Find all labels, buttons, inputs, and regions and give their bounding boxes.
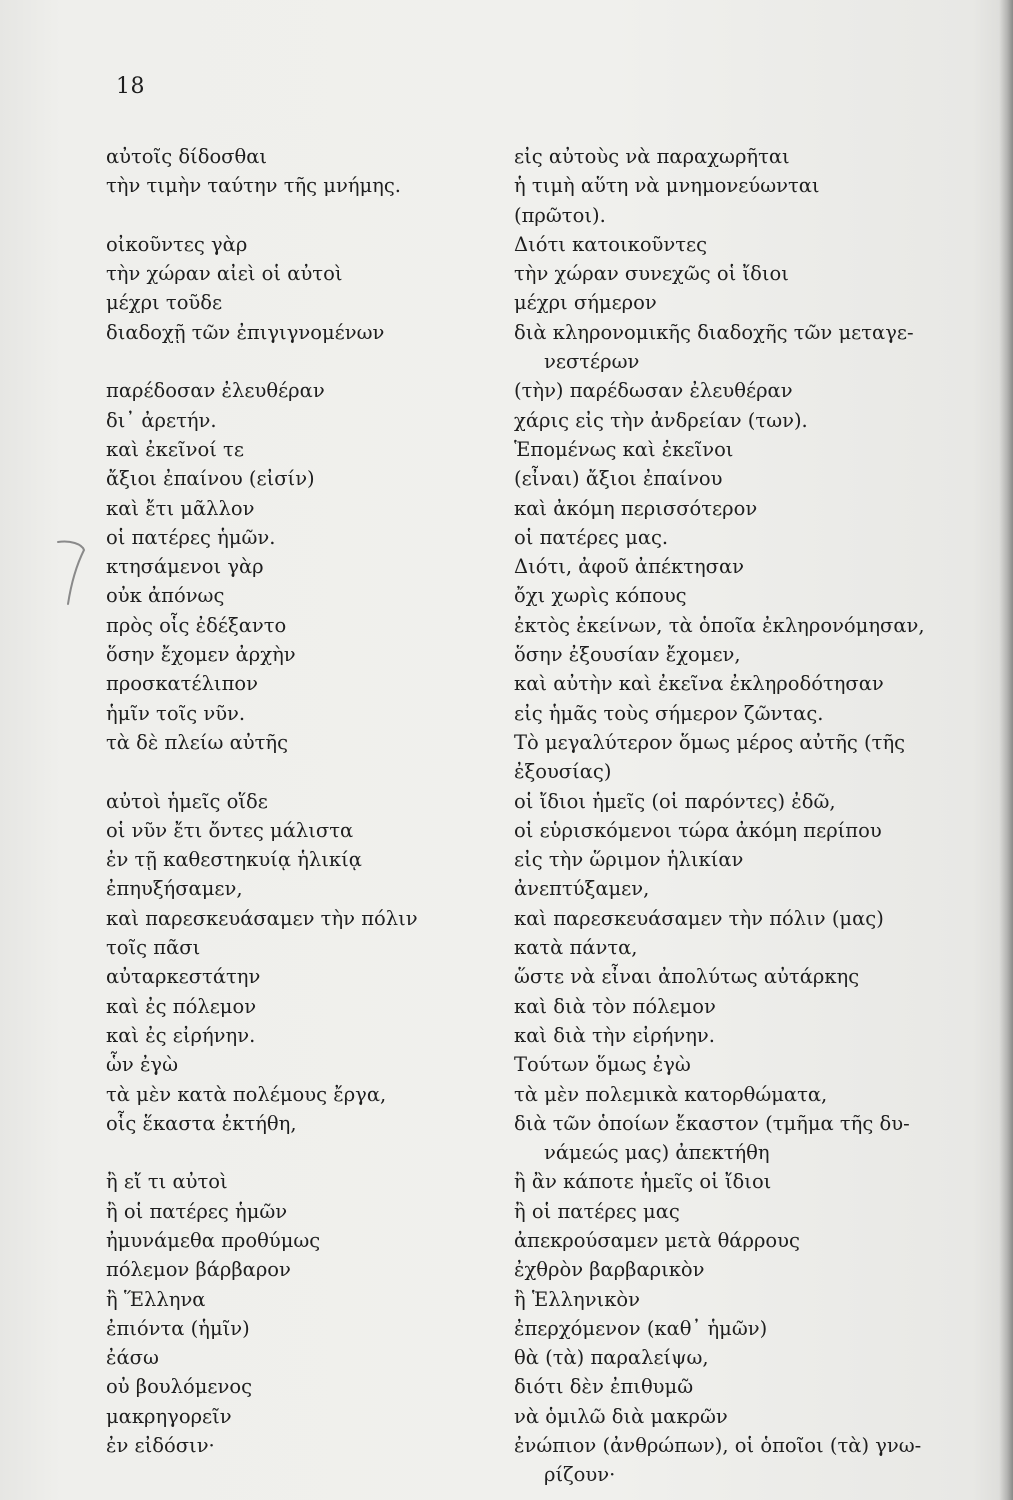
translation-text-line: ἐχθρὸν βαρβαρικὸν bbox=[514, 1258, 705, 1282]
ancient-text-line: καὶ παρεσκευάσαμεν τὴν πόλιν bbox=[106, 906, 418, 930]
translation-text-line: εἰς τὴν ὥριμον ἡλικίαν bbox=[514, 848, 744, 872]
translation-text-line: νεστέρων bbox=[544, 350, 640, 374]
ancient-text-line: αὐταρκεστάτην bbox=[106, 965, 261, 989]
ancient-text-line: ἢ οἱ πατέρες ἡμῶν bbox=[106, 1199, 288, 1223]
translation-text-line: ἡ τιμὴ αὕτη νὰ μνημονεύωνται bbox=[514, 174, 820, 198]
translation-text-line: θὰ (τὰ) παραλείψω, bbox=[514, 1346, 709, 1370]
ancient-text-line: ἐπιόντα (ἡμῖν) bbox=[106, 1316, 250, 1340]
ancient-text-line: τὴν τιμὴν ταύτην τῆς μνήμης. bbox=[106, 174, 401, 198]
translation-text-line: Ἑπομένως καὶ ἐκεῖνοι bbox=[514, 437, 734, 461]
ancient-text-line: οὐκ ἀπόνως bbox=[106, 584, 225, 608]
ancient-text-line: μακρηγορεῖν bbox=[106, 1404, 232, 1428]
translation-text-line: μέχρι σήμερον bbox=[514, 291, 657, 315]
ancient-text-line: αὐτοῖς δίδοσθαι bbox=[106, 145, 268, 168]
page-number: 18 bbox=[116, 74, 145, 99]
modern-greek-column bbox=[514, 142, 984, 1490]
translation-text-line: ἐπερχόμενον (καθ᾽ ἡμῶν) bbox=[514, 1316, 768, 1340]
ancient-text-line: τὰ μὲν κατὰ πολέμους ἔργα, bbox=[106, 1082, 387, 1106]
translation-text-line: κατὰ πάντα, bbox=[514, 936, 638, 960]
ancient-text-line: τὴν χώραν αἰεὶ οἱ αὐτοὶ bbox=[106, 262, 343, 286]
translation-text-line: καὶ διὰ τὴν εἰρήνην. bbox=[514, 1023, 715, 1047]
translation-text-line: Τούτων ὅμως ἐγὼ bbox=[514, 1053, 691, 1077]
ancient-text-line: πόλεμον βάρβαρον bbox=[106, 1258, 291, 1282]
ancient-greek-column bbox=[106, 142, 486, 1460]
translation-text-line: ρίζουν· bbox=[544, 1463, 616, 1487]
ancient-text-line: οἰκοῦντες γὰρ bbox=[106, 232, 248, 256]
margin-pencil-mark bbox=[52, 538, 92, 608]
ancient-text-line: δι᾽ ἀρετήν. bbox=[106, 408, 217, 432]
ancient-text-line bbox=[106, 347, 486, 376]
translation-text-line: χάρις εἰς τὴν ἀνδρείαν (των). bbox=[514, 408, 808, 432]
translation-text-line: καὶ αὐτὴν καὶ ἐκεῖνα ἐκληροδότησαν bbox=[514, 672, 884, 696]
translation-text-line: (εἶναι) ἄξιοι ἐπαίνου bbox=[514, 467, 723, 491]
ancient-text-line: οἱ νῦν ἔτι ὄντες μάλιστα bbox=[106, 818, 354, 842]
page-spine-shadow bbox=[999, 0, 1013, 1500]
translation-text-line: Τὸ μεγαλύτερον ὅμως μέρος αὐτῆς (τῆς bbox=[514, 730, 906, 754]
translation-text-line: ὅσην ἐξουσίαν ἔχομεν, bbox=[514, 643, 741, 667]
translation-text-line: νάμεώς μας) ἀπεκτήθη bbox=[544, 1141, 770, 1165]
ancient-text-line: καὶ ἔτι μᾶλλον bbox=[106, 496, 255, 520]
translation-text-line: οἱ πατέρες μας. bbox=[514, 525, 669, 549]
ancient-text-line: καὶ ἐκεῖνοί τε bbox=[106, 437, 244, 461]
translation-text-line: ἢ ἂν κάποτε ἡμεῖς οἱ ἴδιοι bbox=[514, 1170, 772, 1194]
ancient-text-line: ἐπηυξήσαμεν, bbox=[106, 877, 243, 901]
translation-text-line: νὰ ὁμιλῶ διὰ μακρῶν bbox=[514, 1404, 728, 1428]
ancient-text-line: ὅσην ἔχομεν ἀρχὴν bbox=[106, 643, 296, 667]
ancient-text-line bbox=[106, 201, 486, 230]
translation-text-line: ἀπεκρούσαμεν μετὰ θάρρους bbox=[514, 1228, 800, 1252]
translation-text-line: ἐκτὸς ἐκείνων, τὰ ὁποῖα ἐκληρονόμησαν, bbox=[514, 613, 925, 637]
translation-text-line: καὶ διὰ τὸν πόλεμον bbox=[514, 994, 716, 1018]
translation-text-line: διὰ κληρονομικῆς διαδοχῆς τῶν μεταγε- bbox=[514, 320, 914, 344]
translation-text-line: ὄχι χωρὶς κόπους bbox=[514, 584, 687, 608]
translation-text-line: οἱ ἴδιοι ἡμεῖς (οἱ παρόντες) ἐδῶ, bbox=[514, 789, 836, 813]
ancient-text-line: ἐν εἰδόσιν· bbox=[106, 1434, 215, 1458]
ancient-text-line: διαδοχῇ τῶν ἐπιγιγνομένων bbox=[106, 320, 385, 344]
translation-text-line: διότι δὲν ἐπιθυμῶ bbox=[514, 1375, 694, 1399]
translation-text-line: τὴν χώραν συνεχῶς οἱ ἴδιοι bbox=[514, 262, 789, 286]
ancient-text-line: ἠμυνάμεθα προθύμως bbox=[106, 1228, 321, 1252]
translation-text-line: διὰ τῶν ὁποίων ἔκαστον (τμῆμα τῆς δυ- bbox=[514, 1111, 910, 1135]
ancient-text-line: ὧν ἐγὼ bbox=[106, 1053, 178, 1077]
ancient-text-line: καὶ ἐς πόλεμον bbox=[106, 994, 257, 1018]
translation-text-line: εἰς ἡμᾶς τοὺς σήμερον ζῶντας. bbox=[514, 701, 824, 725]
ancient-text-line: αὐτοὶ ἡμεῖς οἵδε bbox=[106, 789, 268, 813]
ancient-text-line: ἐν τῇ καθεστηκυίᾳ ἡλικίᾳ bbox=[106, 848, 362, 872]
ancient-text-line: παρέδοσαν ἐλευθέραν bbox=[106, 379, 325, 403]
ancient-text-line: ἡμῖν τοῖς νῦν. bbox=[106, 701, 246, 725]
ancient-text-line: οὐ βουλόμενος bbox=[106, 1375, 253, 1399]
ancient-text-line: ἐάσω bbox=[106, 1346, 159, 1370]
translation-text-line: Διότι κατοικοῦντες bbox=[514, 232, 708, 256]
translation-text-line: καὶ ἀκόμη περισσότερον bbox=[514, 496, 758, 520]
translation-text-line: ἐνώπιον (ἀνθρώπων), οἱ ὁποῖοι (τὰ) γνω- bbox=[514, 1434, 922, 1458]
ancient-text-line: καὶ ἐς εἰρήνην. bbox=[106, 1023, 256, 1047]
translation-text-line: ὥστε νὰ εἶναι ἀπολύτως αὐτάρκης bbox=[514, 965, 860, 989]
ancient-text-line: οἱ πατέρες ἡμῶν. bbox=[106, 525, 276, 549]
ancient-text-line: μέχρι τοῦδε bbox=[106, 291, 223, 315]
ancient-text-line: ἢ Ἕλληνα bbox=[106, 1287, 206, 1311]
translation-text-line: (τὴν) παρέδωσαν ἐλευθέραν bbox=[514, 379, 793, 403]
translation-text-line: Διότι, ἀφοῦ ἀπέκτησαν bbox=[514, 555, 744, 579]
ancient-text-line: προσκατέλιπον bbox=[106, 672, 258, 696]
ancient-text-line: οἷς ἕκαστα ἐκτήθη, bbox=[106, 1111, 297, 1135]
ancient-text-line: ἢ εἴ τι αὐτοὶ bbox=[106, 1170, 228, 1194]
ancient-text-line: τὰ δὲ πλείω αὐτῆς bbox=[106, 730, 288, 754]
ancient-text-line bbox=[106, 1138, 486, 1167]
translation-text-line: οἱ εὑρισκόμενοι τώρα ἀκόμη περίπου bbox=[514, 818, 882, 842]
translation-text-line: ἢ οἱ πατέρες μας bbox=[514, 1199, 680, 1223]
translation-text-line: εἰς αὐτοὺς νὰ παραχωρῆται bbox=[514, 145, 790, 168]
ancient-text-line: κτησάμενοι γὰρ bbox=[106, 555, 264, 579]
translation-text-line: ἀνεπτύξαμεν, bbox=[514, 877, 650, 901]
translation-text-line: (πρῶτοι). bbox=[514, 203, 606, 227]
ancient-text-line bbox=[106, 757, 486, 786]
translation-text-line: τὰ μὲν πολεμικὰ κατορθώματα, bbox=[514, 1082, 828, 1106]
ancient-text-line: τοῖς πᾶσι bbox=[106, 936, 201, 960]
ancient-text-line: πρὸς οἷς ἐδέξαντο bbox=[106, 613, 287, 637]
translation-text-line: ἢ Ἑλληνικὸν bbox=[514, 1287, 640, 1311]
ancient-text-line: ἄξιοι ἐπαίνου (εἰσίν) bbox=[106, 467, 315, 491]
translation-text-line: ἐξουσίας) bbox=[514, 760, 612, 784]
translation-text-line: καὶ παρεσκευάσαμεν τὴν πόλιν (μας) bbox=[514, 906, 884, 930]
